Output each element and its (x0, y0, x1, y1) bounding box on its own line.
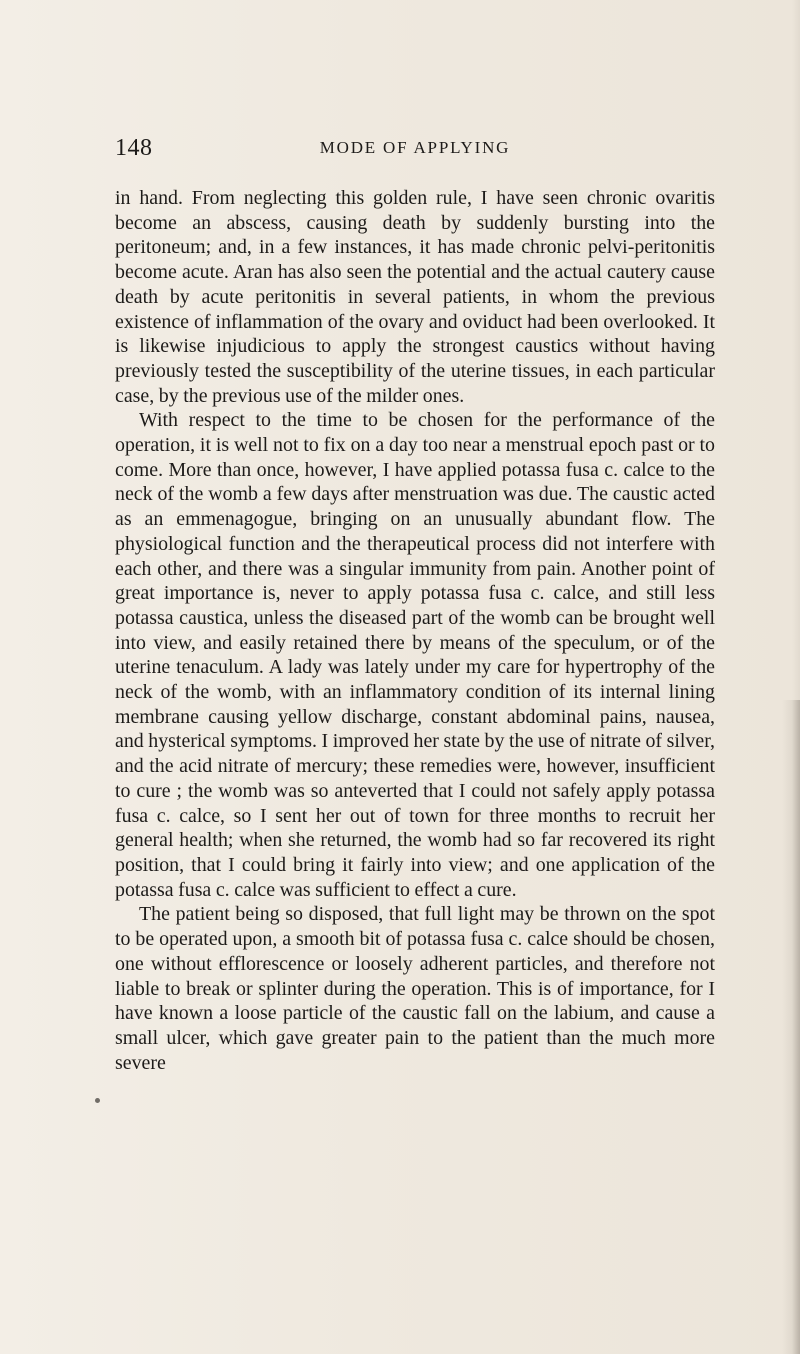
body-text (115, 186, 715, 1075)
running-head: MODE OF APPLYING (319, 138, 511, 157)
page-edge-shadow (782, 700, 800, 1354)
page-edge-shadow-top (792, 0, 800, 700)
page-header (115, 135, 715, 163)
margin-ink-mark (95, 1098, 100, 1103)
paragraph-procedure: The patient being so disposed, that full light may be thrown on the spot to be operated upon, a smooth bit of potassa fusa c. calce should be chosen, one without efflorescence or loosely adherent particles, and therefore not liable to break or splinter during the operation. This is of importance, for I have known a loose particle of the caustic fall on the labium, and cause a small ulcer, which gave greater pain to the patient than the much more severe (115, 903, 715, 1074)
paragraph-continuation: in hand. From neglecting this golden rule, I have seen chronic ovaritis become an abscess, causing death by suddenly bursting into the peritoneum; and, in a few instances, it has made chronic pelvi-peritonitis become acute. Aran has also seen the potential and the actual cautery cause death by acute peritonitis in several patients, in whom the previous existence of inflammation of the ovary and oviduct had been overlooked. It is likewise injudicious to apply the strongest caustics without having previously tested the susceptibility of the uterine tissues, in each particular case, by the previous use of the milder ones. (115, 187, 715, 407)
page-number: 148 (115, 135, 153, 161)
paragraph-timing: With respect to the time to be chosen for the performance of the operation, it is well not to fix on a day too near a menstrual epoch past or to come. More than once, however, I have applied potassa fusa c. calce to the neck of the womb a few days after menstruation was due. The caustic acted as an emmenagogue, bringing on an unusually abundant flow. The physiological function and the therapeutical process did not interfere with each other, and there was a singular immunity from pain. Another point of great importance is, never to apply potassa fusa c. calce, and still less potassa caustica, unless the diseased part of the womb can be brought well into view, and easily retained there by means of the speculum, or of the uterine tenaculum. A lady was lately under my care for hypertrophy of the neck of the womb, with an inflammatory condition of its internal lining membrane causing yellow discharge, constant abdominal pains, nausea, and hysterical symptoms. I improved her state by the use of nitrate of silver, and the acid nitrate of mercury; these remedies were, however, insufficient to cure ; the womb was so anteverted that I could not safely apply potassa fusa c. calce, so I sent her out of town for three months to recruit her general health; when she returned, the womb had so far recovered its right position, that I could bring it fairly into view; and one application of the potassa fusa c. calce was sufficient to effect a cure. (115, 409, 715, 901)
